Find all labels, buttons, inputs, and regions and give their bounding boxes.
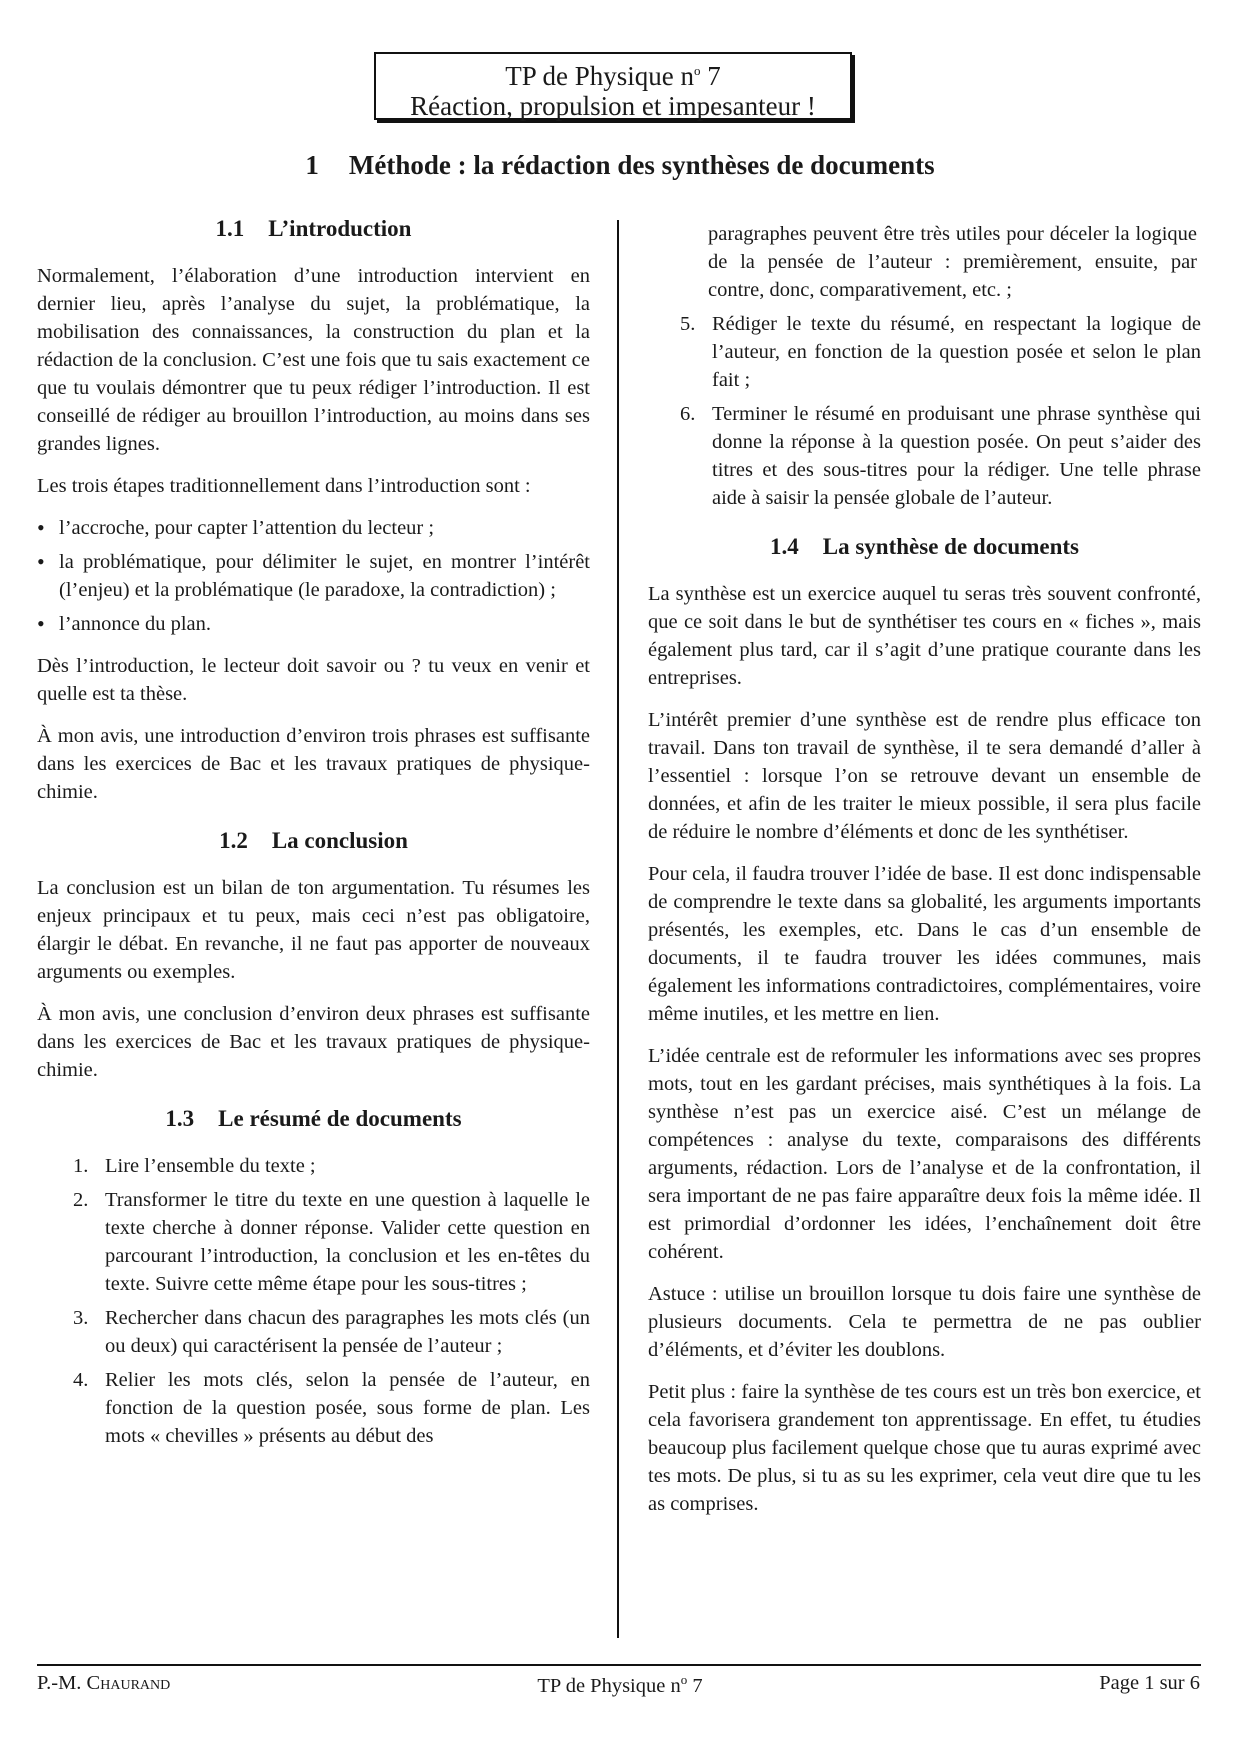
paragraph: Astuce : utilise un brouillon lorsque tu dois faire une synthèse de plusieurs documents. Cela te permettra de ne pas oublier d’éléments, et d’éviter les doublons.	[648, 1283, 1201, 1361]
list-item: 1. Lire l’ensemble du texte ;	[73, 1155, 316, 1177]
document-title-box	[374, 52, 852, 120]
left-column	[37, 214, 590, 1464]
footer-title: TP de Physique $n^o$ 7	[537, 1672, 703, 1697]
list-item-continued: paragraphes peuvent être très utiles pour déceler la logique de la pensée de l’auteur : premièrement, ensuite, par contre, donc, comparativement, etc. ;	[708, 223, 1197, 301]
paragraph: À mon avis, une introduction d’environ trois phrases est suffisante dans les exercices de Bac et les travaux pratiques de physique-chimie.	[37, 725, 590, 803]
right-column	[648, 220, 1201, 1532]
bullet-list	[37, 514, 590, 638]
footer-rule	[37, 1664, 1201, 1666]
footer-author: P.-M. Chaurand	[37, 1672, 171, 1694]
numbered-list-continued	[580, 310, 1201, 512]
paragraph: Normalement, l’élaboration d’une introduction intervient en dernier lieu, après l’analyse du sujet, la problématique, la mobilisation des connaissances, la construction du plan et la rédaction de la conclusion. C’est une fois que tu sais exactement ce que tu voulais démontrer que tu peux rédiger l’introduction. Il est conseillé de rédiger au brouillon l’introduction, au moins dans ses grandes lignes.	[37, 265, 590, 455]
list-item: 2. Transformer le titre du texte en une question à laquelle le texte cherche à donner réponse. Valider cette question en parcourant l’introduction, la conclusion et les en-têtes du texte. Suivre cette même étape pour les sous-titres ;	[73, 1189, 590, 1295]
list-item: 3. Rechercher dans chacun des paragraphes les mots clés (un ou deux) qui caractérisent la pensée de l’auteur ;	[73, 1307, 590, 1357]
section-number: 1	[305, 150, 319, 180]
paragraph: Petit plus : faire la synthèse de tes cours est un très bon exercice, et cela favorisera grandement ton apprentissage. En effet, tu étudies beaucoup plus facilement quelque chose que tu auras exprimé avec tes mots. De plus, si tu as su les exprimer, cela veut dire que tu les as comprises.	[648, 1381, 1201, 1515]
subsection-heading-1-4: 1.4 La synthèse de documents	[770, 534, 1079, 559]
subsection-heading-1-2: 1.2 La conclusion	[219, 828, 408, 853]
document-title-line2: Réaction, propulsion et impesanteur !	[410, 91, 816, 121]
paragraph: La conclusion est un bilan de ton argumentation. Tu résumes les enjeux principaux et tu peux, mais ceci n’est pas obligatoire, élargir le débat. En revanche, il ne faut pas apporter de nouveaux arguments ou exemples.	[37, 877, 590, 983]
section-title: Méthode : la rédaction des synthèses de documents	[348, 150, 935, 180]
paragraph: Pour cela, il faudra trouver l’idée de base. Il est donc indispensable de comprendre le texte dans sa globalité, les arguments importants présentés, les exemples, etc. Dans le cas d’un ensemble de documents, il te faudra trouver les idées communes, mais également les informations contradictoires, complémentaires, voire même inutiles, et les mettre en lien.	[648, 863, 1201, 1025]
paragraph: À mon avis, une conclusion d’environ deux phrases est suffisante dans les exercices de Bac et les travaux pratiques de physique-chimie.	[37, 1003, 590, 1081]
paragraph: L’idée centrale est de reformuler les informations avec ses propres mots, tout en les gardant précises, mais synthétiques à la fois. La synthèse n’est pas un exercice aisé. C’est un mélange de compétences : analyse du texte, comparaisons des différents arguments, rédaction. Lors de l’analyse et de la confrontation, il sera important de ne pas faire apparaître deux fois la même idée. Il est primordial d’ordonner les idées, l’enchaînement doit être cohérent.	[648, 1045, 1201, 1263]
document-title-line1: TP de Physique $n^o$ 7	[505, 61, 721, 91]
paragraph: Dès l’introduction, le lecteur doit savoir ou ? tu veux en venir et quelle est ta thèse.	[37, 655, 590, 705]
footer-page-number: Page 1 sur 6	[1099, 1672, 1200, 1694]
paragraph: La synthèse est un exercice auquel tu seras très souvent confronté, que ce soit dans le but de synthétiser tes cours en « fiches », mais également plus tard, car il s’agit d’une pratique courante dans les entreprises.	[648, 583, 1201, 689]
subsection-heading-1-3: 1.3 Le résumé de documents	[165, 1106, 462, 1131]
list-item: 4. Relier les mots clés, selon la pensée de l’auteur, en fonction de la question posée, sous forme de plan. Les mots « chevilles » présents au début des	[73, 1369, 590, 1447]
list-item: • l’accroche, pour capter l’attention du lecteur ;	[37, 514, 590, 542]
numbered-list	[37, 1152, 590, 1450]
paragraph: L’intérêt premier d’une synthèse est de rendre plus efficace ton travail. Dans ton travail de synthèse, il te sera demandé d’aller à l’essentiel : lorsque l’on se retrouve devant un ensemble de données, et afin de les traiter le mieux possible, il sera plus facile de réduire le nombre d’éléments et donc de les synthétiser.	[648, 709, 1201, 843]
subsection-heading-1-1: 1.1 L’introduction	[215, 216, 412, 241]
list-item: 5. Rédiger le texte du résumé, en respectant la logique de l’auteur, en fonction de la question posée et selon le plan fait ;	[680, 313, 1201, 391]
paragraph: Les trois étapes traditionnellement dans l’introduction sont :	[37, 475, 531, 497]
list-item: 6. Terminer le résumé en produisant une phrase synthèse qui donne la réponse à la question posée. On peut s’aider des titres et des sous-titres pour la rédiger. Une telle phrase aide à saisir la pensée globale de l’auteur.	[680, 403, 1201, 509]
list-item: • l’annonce du plan.	[37, 610, 590, 638]
list-item: • la problématique, pour délimiter le sujet, en montrer l’intérêt (l’enjeu) et la problématique (le paradoxe, la contradiction) ;	[37, 548, 590, 604]
section-heading	[0, 150, 1240, 181]
